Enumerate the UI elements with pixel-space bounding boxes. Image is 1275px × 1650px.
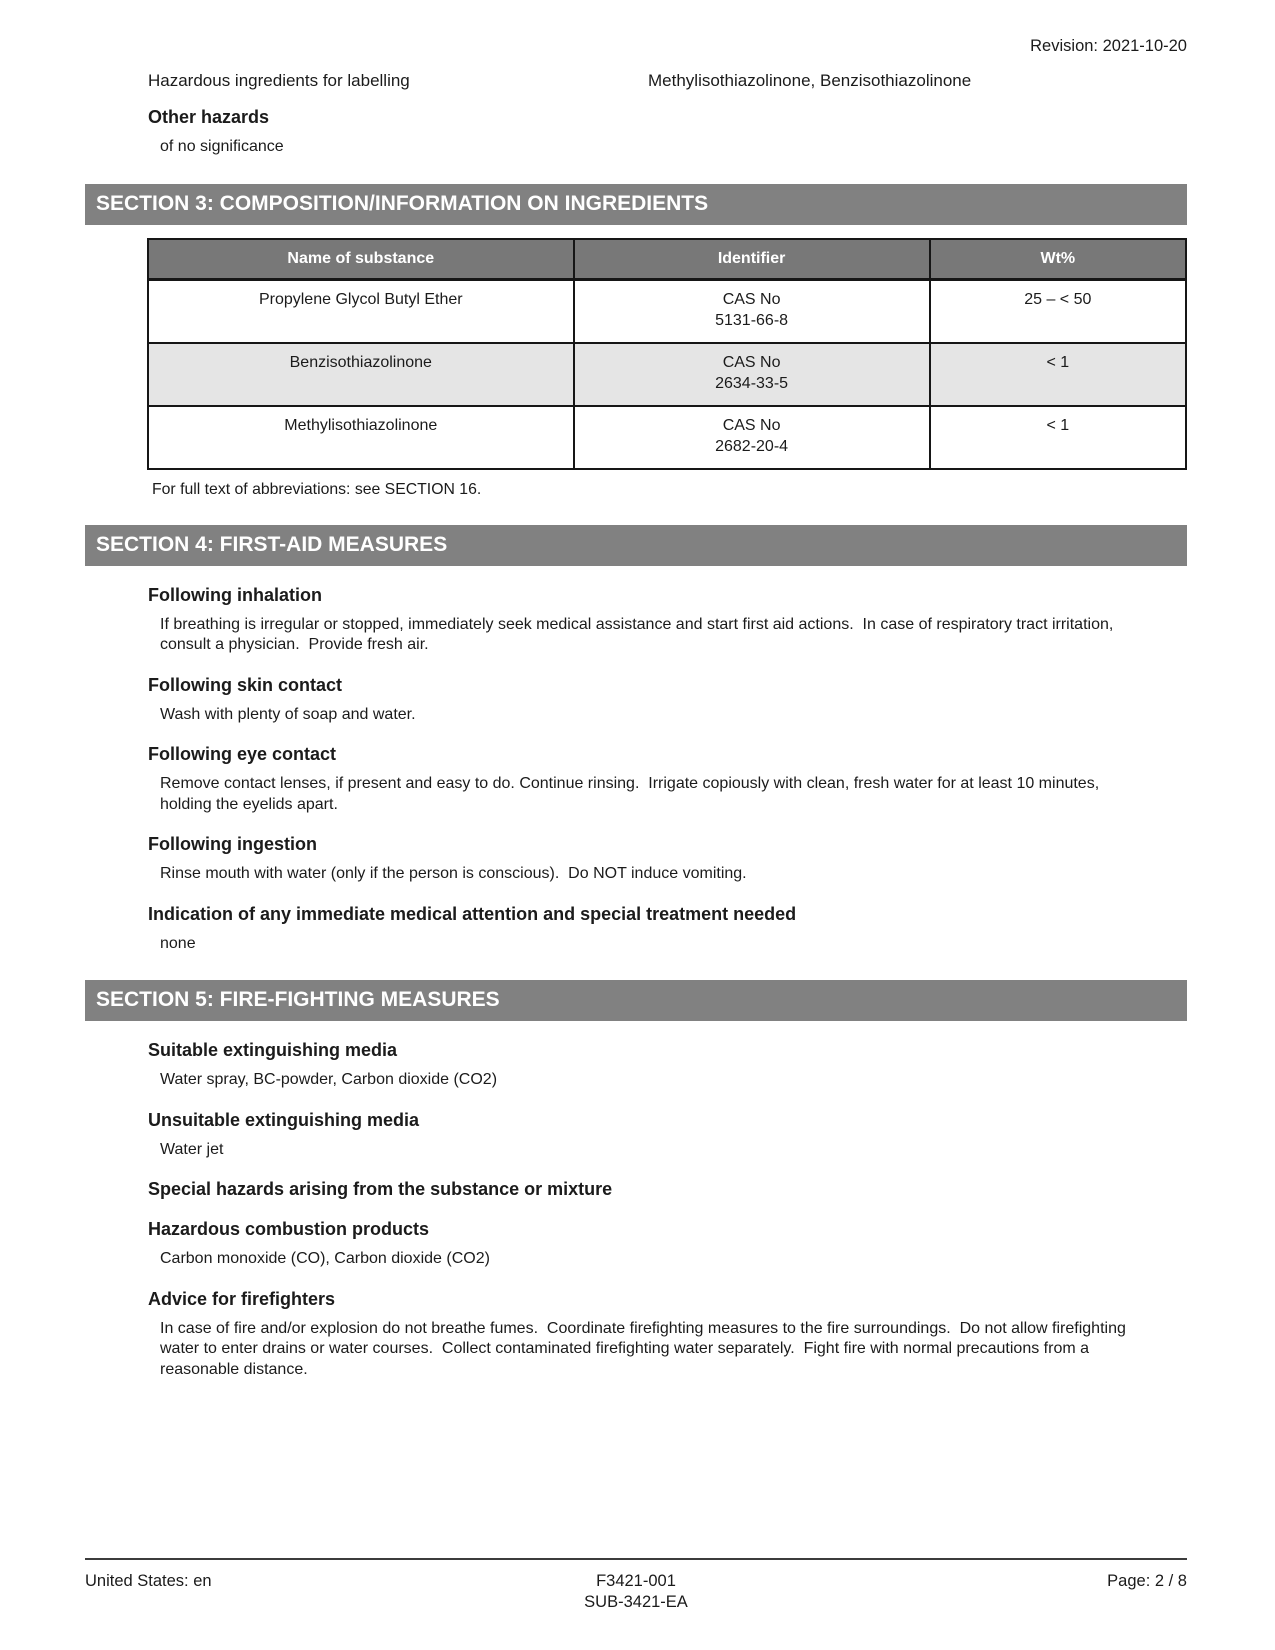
footer-sub-number: SUB-3421-EA: [584, 1593, 688, 1611]
substance-wt: < 1: [930, 406, 1186, 469]
footer-page-number: Page: 2 / 8: [1107, 1572, 1187, 1590]
table-row: [148, 279, 1186, 343]
cas-number: 5131-66-8: [715, 311, 789, 329]
suitable-extinguishing-media-heading: Suitable extinguishing media: [148, 1040, 398, 1060]
section3-banner: SECTION 3: COMPOSITION/INFORMATION ON INGREDIENTS: [85, 184, 1187, 225]
abbreviations-note: For full text of abbreviations: see SECTION 16.: [152, 480, 482, 498]
substance-name: Propylene Glycol Butyl Ether: [258, 290, 463, 308]
following-eye-contact-text: Remove contact lenses, if present and easy to do. Continue rinsing. Irrigate copiously with clean, fresh water for at least 10 minutes, holding the eyelids apart.: [160, 775, 1104, 813]
table-header-row: [148, 239, 1186, 280]
table-row: [148, 406, 1186, 469]
substance-name: Methylisothiazolinone: [148, 406, 574, 469]
section5-banner: SECTION 5: FIRE-FIGHTING MEASURES: [85, 980, 1187, 1021]
table-row: [148, 343, 1186, 406]
suitable-extinguishing-media-text: Water spray, BC-powder, Carbon dioxide (CO2): [160, 1071, 498, 1088]
substance-name: Benzisothiazolinone: [148, 343, 574, 406]
section4-banner: SECTION 4: FIRST-AID MEASURES: [85, 525, 1187, 566]
hazardous-combustion-products-text: Carbon monoxide (CO), Carbon dioxide (CO2): [160, 1250, 490, 1267]
advice-for-firefighters-heading: Advice for firefighters: [148, 1288, 336, 1309]
substance-identifier: [574, 406, 930, 469]
ingredients-table: [147, 238, 1187, 470]
following-eye-contact-heading: Following eye contact: [148, 744, 337, 764]
revision-line: Revision: 2021-10-20: [1030, 37, 1187, 55]
substance-identifier: [574, 279, 930, 343]
hazardous-ingredients-row: [148, 70, 1187, 91]
unsuitable-extinguishing-media-text: Water jet: [160, 1140, 224, 1158]
unsuitable-extinguishing-media-heading: Unsuitable extinguishing media: [148, 1109, 420, 1130]
col-header-name-of-substance: Name of substance: [148, 239, 574, 280]
hazardous-combustion-products-heading: Hazardous combustion products: [148, 1219, 430, 1239]
immediate-medical-attention-heading: Indication of any immediate medical attention and special treatment needed: [148, 903, 797, 924]
cas-label: CAS No: [722, 416, 781, 434]
other-hazards-text: of no significance: [160, 138, 284, 155]
following-skin-contact-heading: Following skin contact: [148, 674, 343, 695]
following-inhalation-heading: Following inhalation: [148, 584, 322, 605]
footer-document-numbers: [452, 1571, 819, 1613]
cas-number: 2682-20-4: [715, 437, 789, 455]
other-hazards-heading: Other hazards: [148, 107, 270, 127]
col-header-wt-percent: Wt%: [930, 239, 1186, 280]
footer-doc-number: F3421-001: [596, 1572, 676, 1590]
following-ingestion-heading: Following ingestion: [148, 834, 317, 854]
footer-locale: United States: en: [85, 1572, 212, 1590]
substance-identifier: [574, 343, 930, 406]
page-footer: [85, 1558, 1187, 1613]
hazardous-ingredients-value: Methylisothiazolinone, Benzisothiazolinone: [648, 71, 972, 90]
immediate-medical-attention-text: none: [160, 934, 196, 952]
substance-wt: 25 – < 50: [930, 279, 1186, 343]
hazardous-ingredients-label: Hazardous ingredients for labelling: [148, 71, 410, 90]
advice-for-firefighters-text: In case of fire and/or explosion do not breathe fumes. Coordinate firefighting measures to the fire surroundings. Do not allow firefighting water to enter drains or water courses. Collect contaminated firefighting water separately. Fight fire with normal precautions from a reasonable distance.: [160, 1319, 1131, 1378]
following-inhalation-text: If breathing is irregular or stopped, immediately seek medical assistance and start first aid actions. In case of respiratory tract irritation, consult a physician. Provide fresh air.: [160, 615, 1118, 653]
special-hazards-heading: Special hazards arising from the substance or mixture: [148, 1179, 613, 1199]
col-header-identifier: Identifier: [574, 239, 930, 280]
substance-wt: < 1: [930, 343, 1186, 406]
following-ingestion-text: Rinse mouth with water (only if the person is conscious). Do NOT induce vomiting.: [160, 865, 747, 882]
following-skin-contact-text: Wash with plenty of soap and water.: [160, 705, 416, 723]
cas-label: CAS No: [722, 290, 781, 308]
cas-number: 2634-33-5: [715, 374, 789, 392]
cas-label: CAS No: [722, 353, 781, 371]
